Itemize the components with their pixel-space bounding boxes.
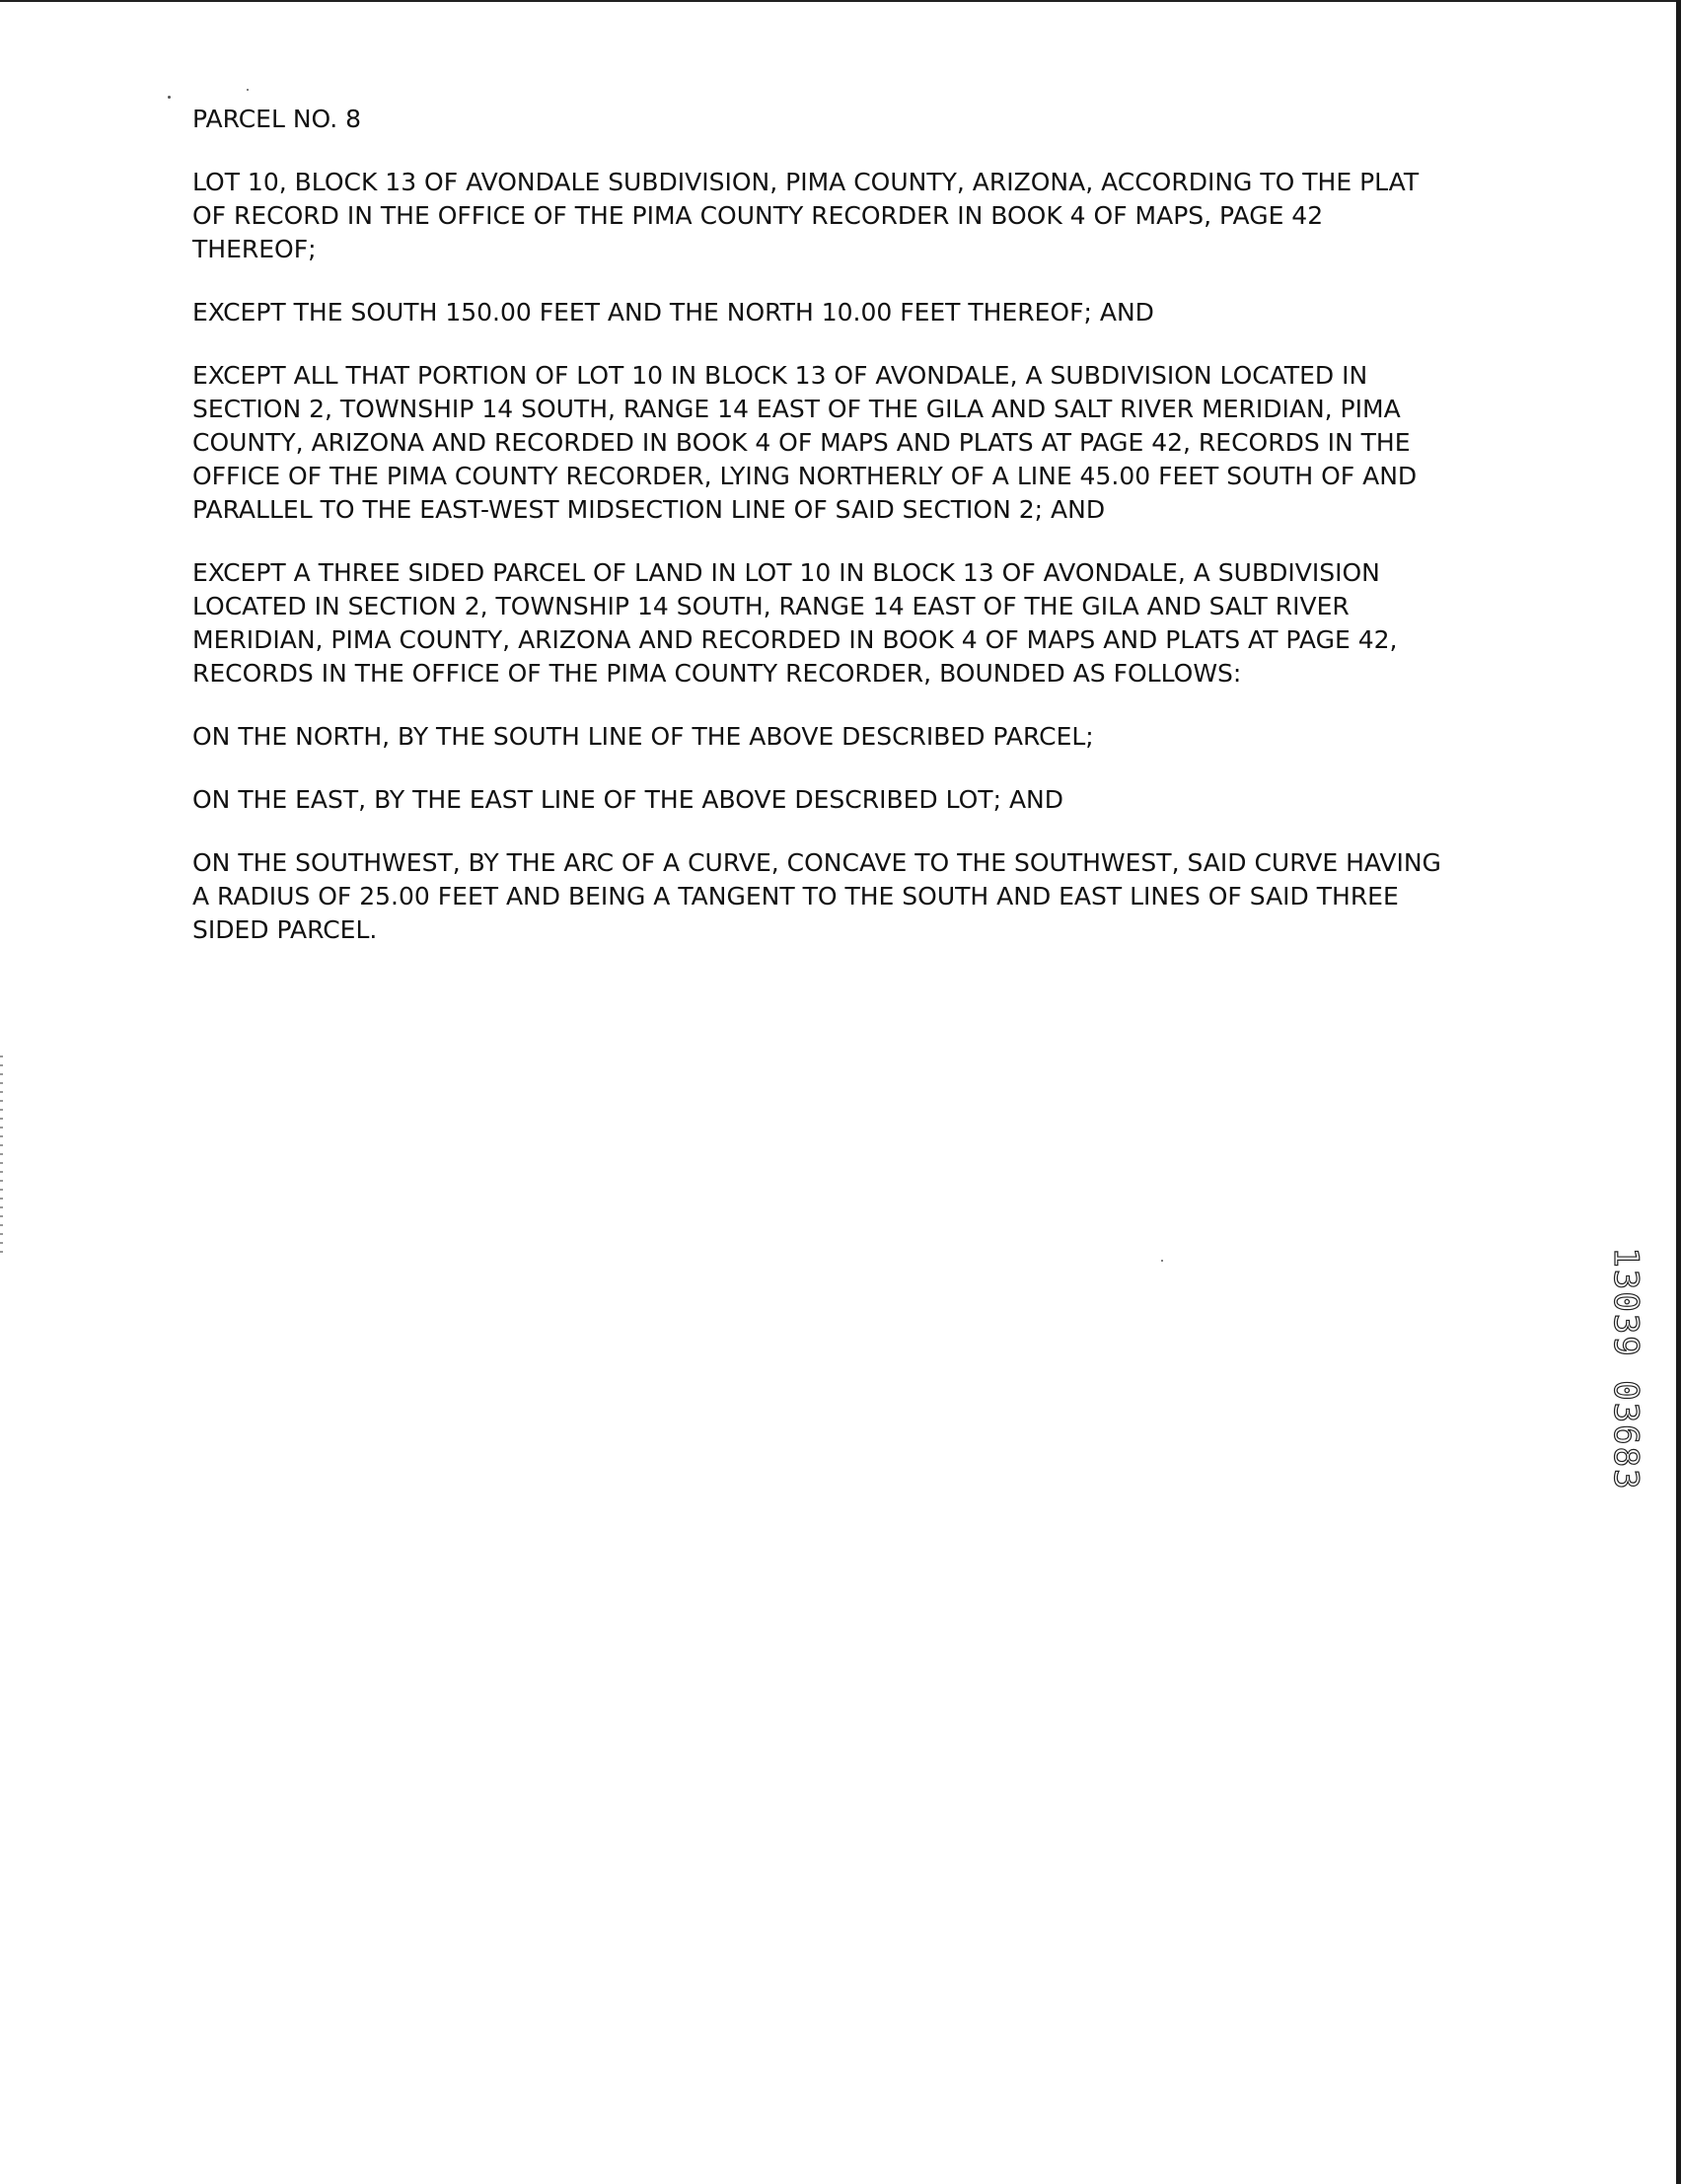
- paragraph-line: ON THE EAST, BY THE EAST LINE OF THE ABOVE DESCRIBED LOT; AND: [192, 785, 1063, 814]
- paragraph-line: EXCEPT ALL THAT PORTION OF LOT 10 IN BLOCK 13 OF AVONDALE, A SUBDIVISION LOCATED IN: [192, 361, 1368, 390]
- paragraph-line: A RADIUS OF 25.00 FEET AND BEING A TANGENT TO THE SOUTH AND EAST LINES OF SAID THREE: [192, 882, 1399, 910]
- scan-speck: [1161, 1260, 1163, 1262]
- scan-top-edge: [0, 0, 1681, 2]
- paragraph-line: LOCATED IN SECTION 2, TOWNSHIP 14 SOUTH, RANGE 14 EAST OF THE GILA AND SALT RIVER: [192, 592, 1350, 620]
- paragraph-line: OFFICE OF THE PIMA COUNTY RECORDER, LYING NORTHERLY OF A LINE 45.00 FEET SOUTH OF AND: [192, 462, 1418, 490]
- paragraph-line: ON THE NORTH, BY THE SOUTH LINE OF THE ABOVE DESCRIBED PARCEL;: [192, 722, 1094, 751]
- paragraph-lot-description: [192, 166, 1485, 266]
- recording-stamp-number: 13039 03683: [1606, 1247, 1645, 1492]
- legal-description-document: [192, 103, 1485, 977]
- paragraph-line: EXCEPT A THREE SIDED PARCEL OF LAND IN LOT 10 IN BLOCK 13 OF AVONDALE, A SUBDIVISION: [192, 558, 1380, 587]
- paragraph-line: THEREOF;: [192, 235, 317, 263]
- paragraph-except-three-sided-parcel: [192, 556, 1485, 691]
- recording-stamp: [1606, 1241, 1645, 1497]
- paragraph-line: SIDED PARCEL.: [192, 915, 378, 944]
- paragraph-east-boundary: [192, 783, 1485, 817]
- scan-left-edge-marks: [0, 1056, 3, 1253]
- paragraph-line: LOT 10, BLOCK 13 OF AVONDALE SUBDIVISION, PIMA COUNTY, ARIZONA, ACCORDING TO THE PLAT: [192, 168, 1420, 196]
- scan-speck: [247, 89, 249, 91]
- paragraph-line: RECORDS IN THE OFFICE OF THE PIMA COUNTY RECORDER, BOUNDED AS FOLLOWS:: [192, 659, 1242, 688]
- paragraph-southwest-boundary: [192, 846, 1485, 947]
- paragraph-line: EXCEPT THE SOUTH 150.00 FEET AND THE NORTH 10.00 FEET THEREOF; AND: [192, 298, 1154, 327]
- paragraph-line: MERIDIAN, PIMA COUNTY, ARIZONA AND RECORDED IN BOOK 4 OF MAPS AND PLATS AT PAGE 42,: [192, 625, 1398, 654]
- paragraph-except-northerly-portion: [192, 359, 1485, 527]
- scan-right-edge: [1676, 0, 1681, 2184]
- paragraph-line: OF RECORD IN THE OFFICE OF THE PIMA COUNTY RECORDER IN BOOK 4 OF MAPS, PAGE 42: [192, 201, 1324, 230]
- paragraph-except-south-north: [192, 296, 1485, 329]
- paragraph-line: PARALLEL TO THE EAST-WEST MIDSECTION LINE OF SAID SECTION 2; AND: [192, 495, 1106, 524]
- parcel-heading: PARCEL NO. 8: [192, 105, 361, 133]
- paragraph-line: SECTION 2, TOWNSHIP 14 SOUTH, RANGE 14 EAST OF THE GILA AND SALT RIVER MERIDIAN, PIMA: [192, 395, 1401, 423]
- scan-speck: [168, 96, 171, 99]
- paragraph-line: ON THE SOUTHWEST, BY THE ARC OF A CURVE, CONCAVE TO THE SOUTHWEST, SAID CURVE HAVING: [192, 848, 1441, 877]
- paragraph-line: COUNTY, ARIZONA AND RECORDED IN BOOK 4 OF MAPS AND PLATS AT PAGE 42, RECORDS IN THE: [192, 428, 1411, 457]
- paragraph-north-boundary: [192, 720, 1485, 754]
